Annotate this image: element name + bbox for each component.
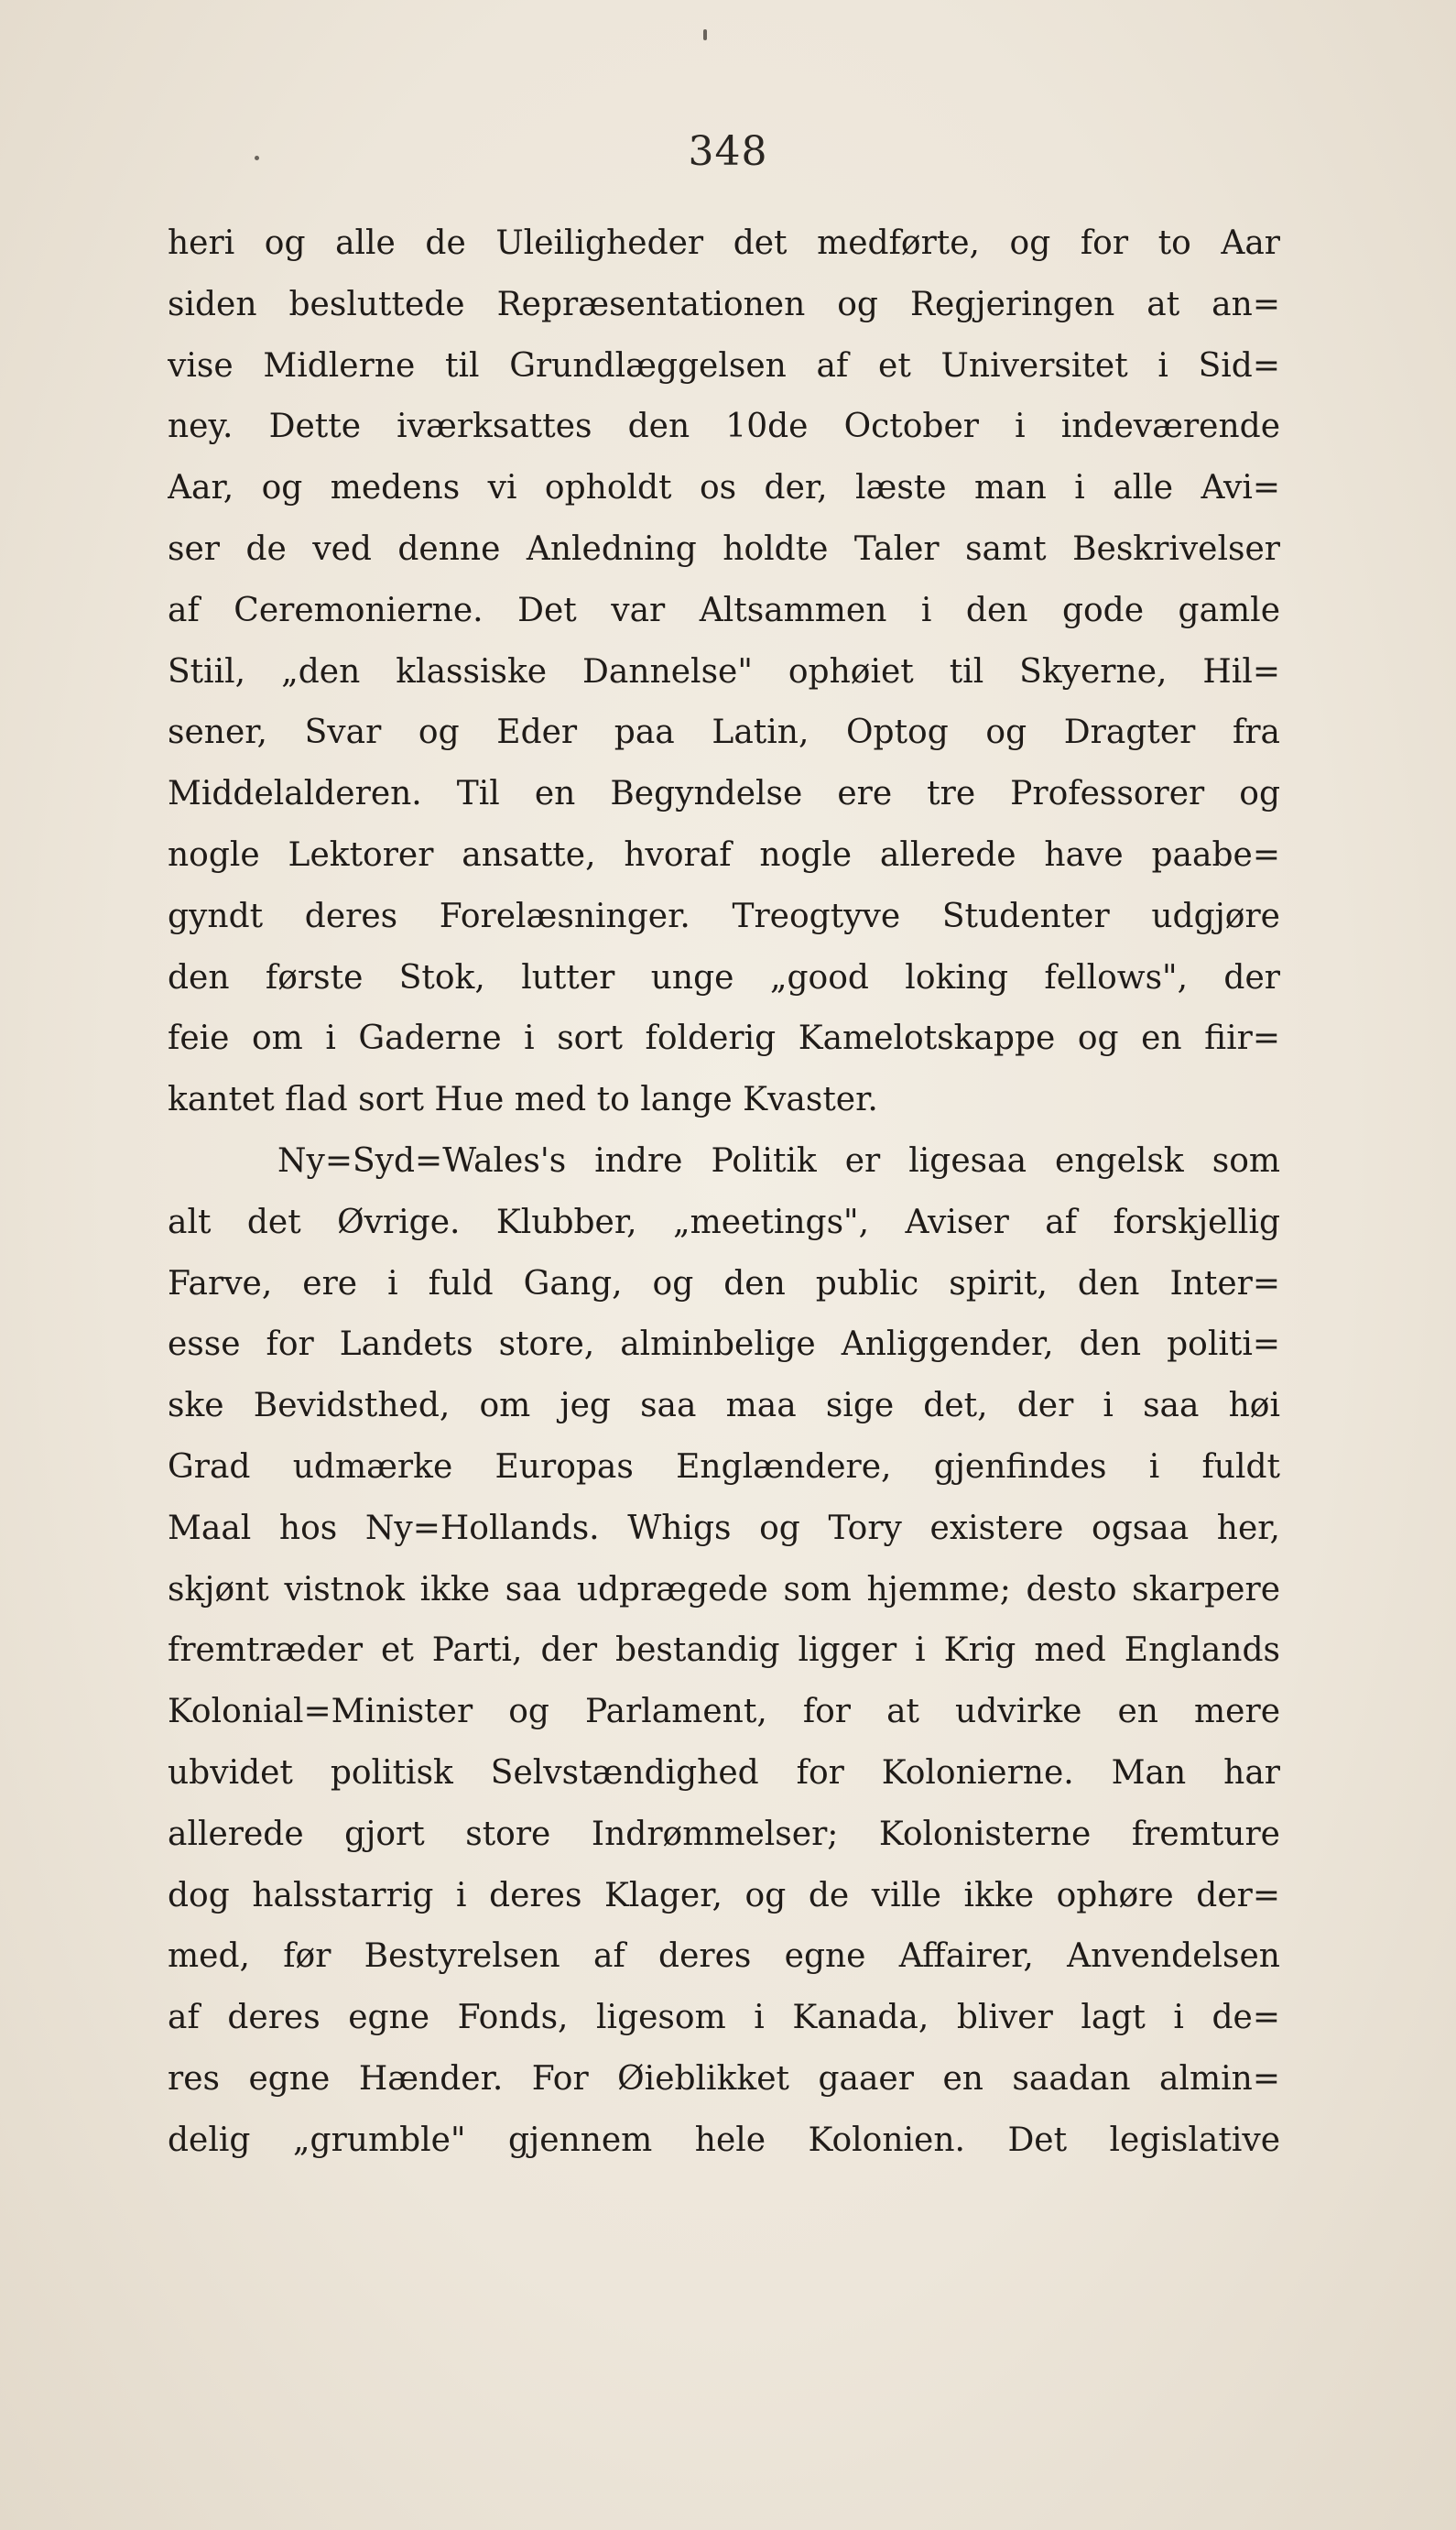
text-line: allerede gjort store Indrømmelser; Kolonisterne fremture (168, 1815, 1280, 1853)
text-line: res egne Hænder. For Øieblikket gaaer en saadan almin= (168, 2059, 1280, 2098)
text-line: ske Bevidsthed, om jeg saa maa sige det, der i saa høi (168, 1387, 1280, 1425)
text-line: esse for Landets store, alminbelige Anliggender, den politi= (168, 1325, 1280, 1364)
page-number: 348 (688, 128, 768, 175)
text-line: ubvidet politisk Selvstændighed for Kolonierne. Man har (168, 1753, 1280, 1792)
text-line: Stiil, „den klassiske Dannelse" ophøiet til Skyerne, Hil= (168, 652, 1280, 691)
text-line: af Ceremonierne. Det var Altsammen i den gode gamle (168, 591, 1280, 629)
text-line: Grad udmærke Europas Englændere, gjenfindes i fuldt (168, 1447, 1280, 1486)
text-line-paragraph-end: kantet flad sort Hue med to lange Kvaster. (168, 1081, 878, 1119)
text-line-paragraph-start: Ny=Syd=Wales's indre Politik er ligesaa engelsk som (277, 1141, 1280, 1180)
text-line: ser de ved denne Anledning holdte Taler samt Beskrivelser (168, 529, 1280, 568)
text-line: den første Stok, lutter unge „good loking fellows", der (168, 958, 1280, 997)
text-line: skjønt vistnok ikke saa udprægede som hjemme; desto skarpere (168, 1570, 1280, 1609)
text-line: Aar, og medens vi opholdt os der, læste man i alle Avi= (168, 469, 1280, 507)
text-line: vise Midlerne til Grundlæggelsen af et Universitet i Sid= (168, 346, 1280, 385)
text-line: fremtræder et Parti, der bestandig ligger i Krig med Englands (168, 1631, 1280, 1670)
text-line: alt det Øvrige. Klubber, „meetings", Aviser af forskjellig (168, 1203, 1280, 1241)
text-line: delig „grumble" gjennem hele Kolonien. Det legislative (168, 2121, 1280, 2159)
text-line: dog halsstarrig i deres Klager, og de ville ikke ophøre der= (168, 1876, 1280, 1914)
text-line: Kolonial=Minister og Parlament, for at udvirke en mere (168, 1693, 1280, 1731)
body-text (168, 213, 1280, 2172)
text-line: af deres egne Fonds, ligesom i Kanada, bliver lagt i de= (168, 1999, 1280, 2037)
ink-speck-top (703, 29, 707, 40)
text-line: gyndt deres Forelæsninger. Treogtyve Studenter udgjøre (168, 897, 1280, 935)
text-line: siden besluttede Repræsentationen og Regjeringen at an= (168, 285, 1280, 323)
text-line: med, før Bestyrelsen af deres egne Affairer, Anvendelsen (168, 1937, 1280, 1976)
text-line: Farve, ere i fuld Gang, og den public spirit, den Inter= (168, 1264, 1280, 1303)
text-line: nogle Lektorer ansatte, hvoraf nogle allerede have paabe= (168, 835, 1280, 874)
text-line: feie om i Gaderne i sort folderig Kamelotskappe og en fiir= (168, 1020, 1280, 1058)
text-line: heri og alle de Uleiligheder det medførte, og for to Aar (168, 224, 1280, 262)
text-line: Middelalderen. Til en Begyndelse ere tre Professorer og (168, 775, 1280, 813)
text-line: Maal hos Ny=Hollands. Whigs og Tory existere ogsaa her, (168, 1509, 1280, 1547)
text-line: ney. Dette iværksattes den 10de October i indeværende (168, 408, 1280, 446)
text-line: sener, Svar og Eder paa Latin, Optog og Dragter fra (168, 714, 1280, 752)
